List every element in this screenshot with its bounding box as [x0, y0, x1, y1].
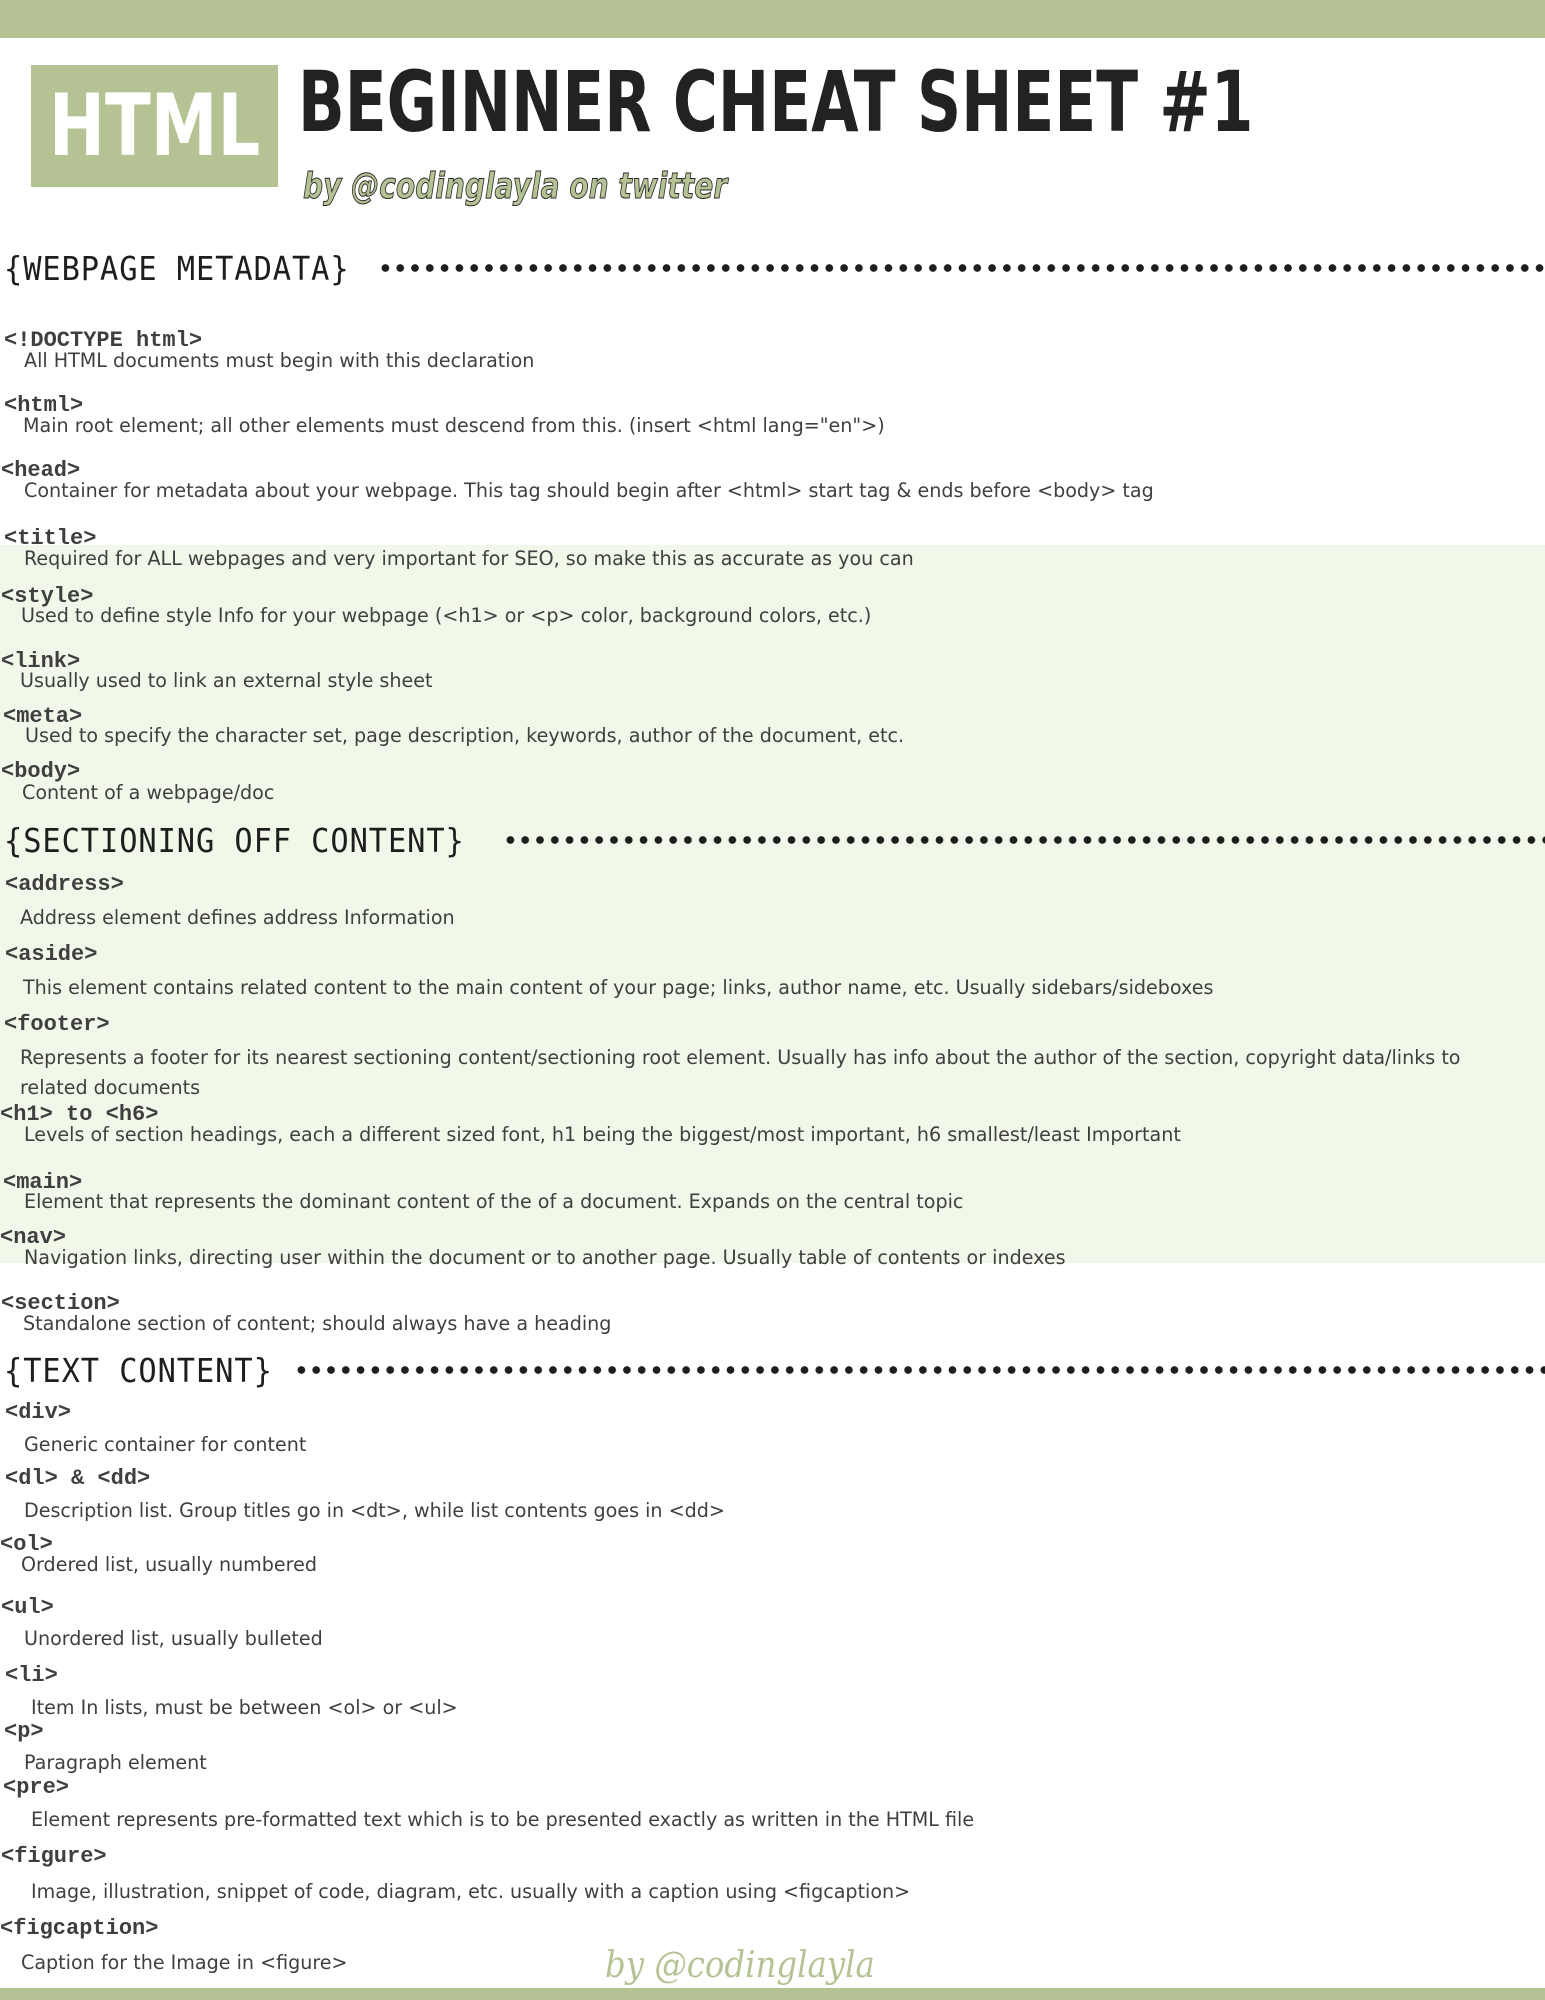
dotted-divider: [503, 836, 1545, 844]
tag-main: <main>: [3, 1170, 83, 1195]
dotted-divider: [378, 264, 1545, 272]
desc-link: Usually used to link an external style sheet: [20, 669, 433, 692]
tag-pre: <pre>: [3, 1775, 70, 1800]
tag-section: <section>: [1, 1291, 120, 1316]
tag-footer: <footer>: [4, 1012, 110, 1037]
desc-li: Item In lists, must be between <ol> or <ul>: [31, 1696, 458, 1719]
top-accent-bar: [0, 0, 1545, 38]
desc-figcaption: Caption for the Image in <figure>: [21, 1951, 348, 1974]
tag-headings: <h1> to <h6>: [0, 1102, 159, 1127]
desc-nav: Navigation links, directing user within the document or to another page. Usually table of contents or indexes: [24, 1246, 1066, 1269]
tag-html: <html>: [4, 393, 84, 418]
desc-p: Paragraph element: [24, 1751, 207, 1774]
html-logo: [31, 65, 278, 187]
tag-aside: <aside>: [5, 942, 98, 967]
desc-html: Main root element; all other elements must descend from this. (insert <html lang="en">): [23, 414, 885, 437]
tag-address: <address>: [5, 872, 124, 897]
desc-pre: Element represents pre-formatted text which is to be presented exactly as written in the HTML file: [31, 1808, 975, 1831]
section-heading-sectioning: {SECTIONING OFF CONTENT}: [4, 818, 1545, 862]
desc-meta: Used to specify the character set, page description, keywords, author of the document, etc.: [25, 724, 905, 747]
section-heading-metadata: {WEBPAGE METADATA}: [4, 246, 1545, 290]
tag-p: <p>: [4, 1719, 44, 1744]
desc-title: Required for ALL webpages and very important for SEO, so make this as accurate as you can: [24, 547, 914, 570]
section-heading-text-content: {TEXT CONTENT}: [4, 1348, 1545, 1392]
desc-doctype: All HTML documents must begin with this declaration: [24, 349, 535, 372]
desc-head: Container for metadata about your webpage. This tag should begin after <html> start tag & ends before <body> tag: [24, 479, 1154, 502]
desc-aside: This element contains related content to the main content of your page; links, author name, etc. Usually sidebars/sideboxes: [23, 976, 1214, 999]
desc-ol: Ordered list, usually numbered: [21, 1553, 318, 1576]
tag-style: <style>: [1, 584, 94, 609]
tag-figure: <figure>: [1, 1844, 107, 1869]
desc-address: Address element defines address Information: [20, 906, 455, 929]
desc-section: Standalone section of content; should always have a heading: [23, 1312, 612, 1335]
tag-head: <head>: [1, 458, 81, 483]
page-subtitle: by @codinglayla on twitter: [303, 166, 728, 207]
desc-headings: Levels of section headings, each a different sized font, h1 being the biggest/most important, h6 smallest/least Important: [24, 1123, 1181, 1146]
tag-body: <body>: [1, 759, 81, 784]
tag-figcaption: <figcaption>: [0, 1916, 159, 1941]
dotted-divider: [294, 1366, 1545, 1374]
desc-style: Used to define style Info for your webpage (<h1> or <p> color, background colors, etc.): [21, 604, 872, 627]
tag-dl-dd: <dl> & <dd>: [5, 1466, 151, 1491]
desc-ul: Unordered list, usually bulleted: [24, 1627, 323, 1650]
tag-doctype: <!DOCTYPE html>: [4, 328, 203, 353]
footer-credit: by @codinglayla: [605, 1945, 875, 1986]
desc-div: Generic container for content: [24, 1433, 307, 1456]
tag-ul: <ul>: [1, 1595, 54, 1620]
bottom-accent-bar: [0, 1988, 1545, 2000]
page-title: BEGINNER CHEAT SHEET #1: [298, 53, 1254, 151]
tag-link: <link>: [1, 649, 81, 674]
desc-body: Content of a webpage/doc: [22, 781, 275, 804]
desc-dl-dd: Description list. Group titles go in <dt>, while list contents goes in <dd>: [24, 1499, 725, 1522]
logo-text: HTML: [48, 76, 261, 176]
tag-li: <li>: [5, 1663, 58, 1688]
tag-nav: <nav>: [0, 1225, 67, 1250]
tag-div: <div>: [5, 1400, 72, 1425]
tag-ol: <ol>: [0, 1532, 53, 1557]
tag-meta: <meta>: [3, 704, 83, 729]
tag-title: <title>: [4, 526, 97, 551]
desc-footer: Represents a footer for its nearest sectioning content/sectioning root element. Usually has info about the author of the section, copyright data/links to related documents: [20, 1046, 1461, 1099]
desc-figure: Image, illustration, snippet of code, diagram, etc. usually with a caption using <figcaption>: [31, 1880, 911, 1903]
desc-main: Element that represents the dominant content of the of a document. Expands on the central topic: [24, 1190, 964, 1213]
